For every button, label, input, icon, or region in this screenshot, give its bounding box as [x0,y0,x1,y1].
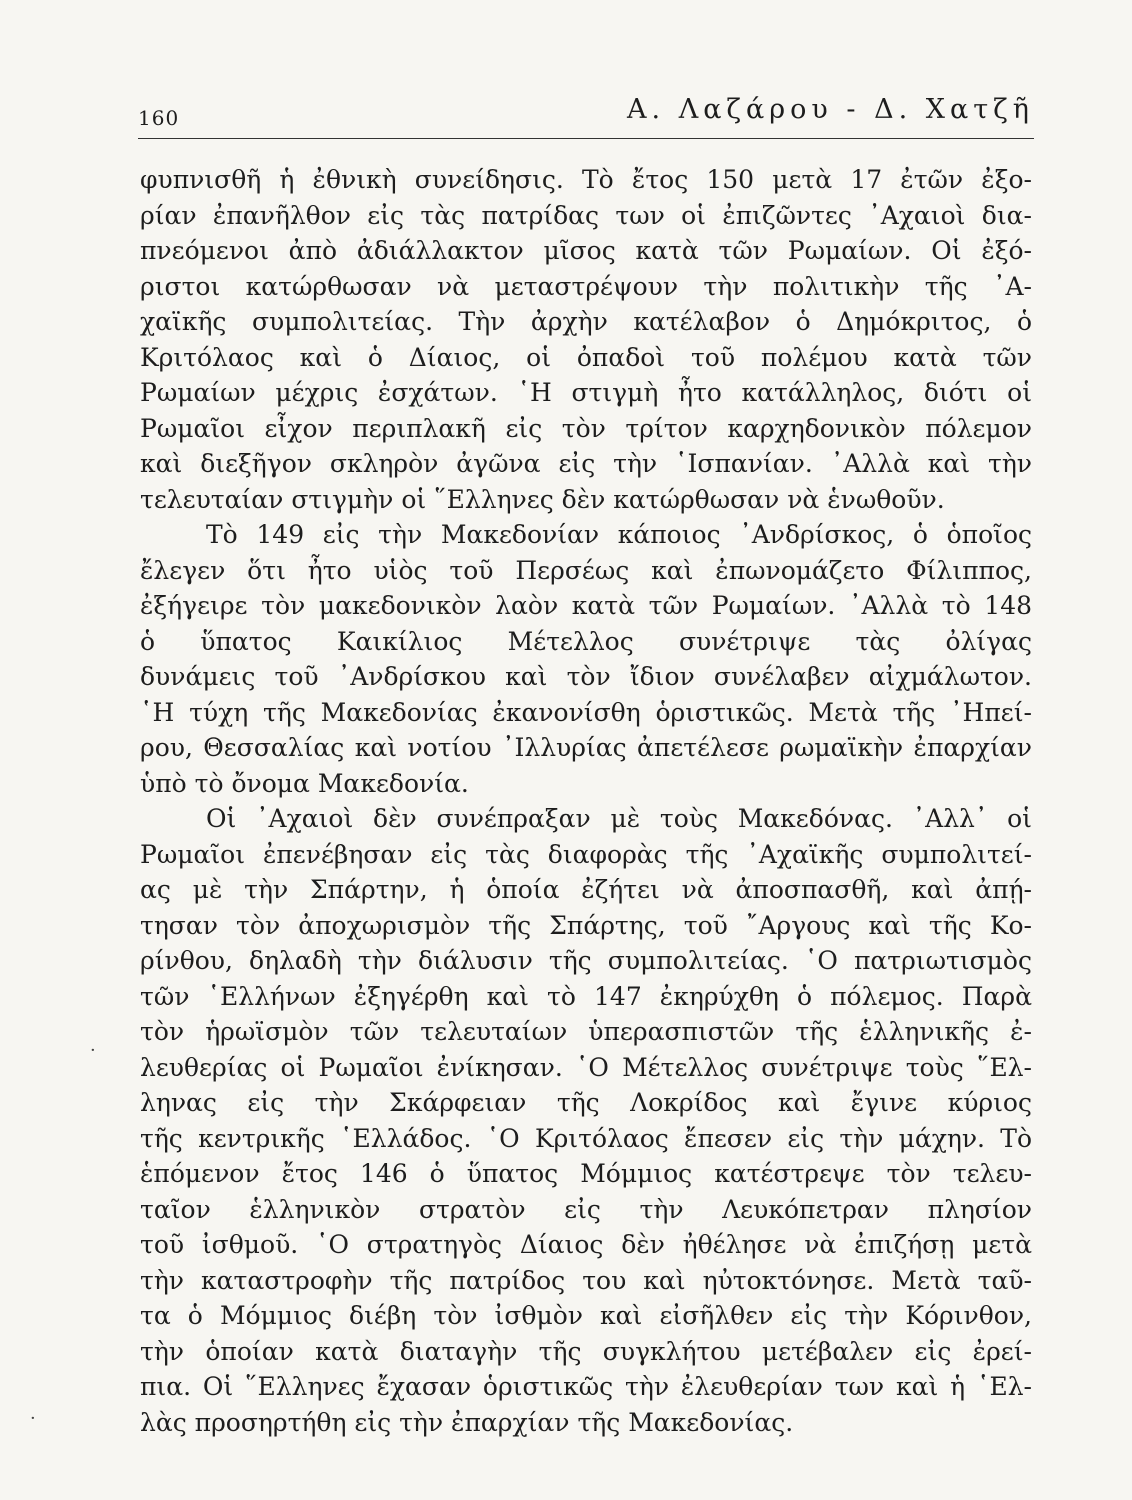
text-line: χαϊκῆς συμπολιτείας. Τὴν ἀρχὴν κατέλαβον ὁ Δημόκριτος, ὁ [140,307,1032,336]
text-line: ὁ ὕπατος Καικίλιος Μέτελλος συνέτριψε τὰς ὀλίγας [140,626,1032,656]
text-line: ριστοι κατώρθωσαν νὰ μεταστρέψουν τὴν πολιτικὴν τῆς ᾿Α- [140,271,1032,301]
margin-dot: · [90,1040,96,1061]
text-line: ας μὲ τὴν Σπάρτην, ἡ ὁποία ἐζήτει νὰ ἀποσπασθῆ, καὶ ἀπῄ- [140,875,1032,904]
running-head: Α. Λαζάρου - Δ. Χατζῆ [627,94,1034,125]
page-number: 160 [138,106,180,130]
text-line: λὰς προσηρτήθη εἰς τὴν ἐπαρχίαν τῆς Μακεδονίας. [140,1407,794,1437]
text-line: Κριτόλαος καὶ ὁ Δίαιος, οἱ ὀπαδοὶ τοῦ πολέμου κατὰ τῶν [140,342,1032,372]
text-line: ἐξήγειρε τὸν μακεδονικὸν λαὸν κατὰ τῶν Ρωμαίων. ᾿Αλλὰ τὸ 148 [140,591,1032,620]
text-line: ληνας εἰς τὴν Σκάρφειαν τῆς Λοκρίδος καὶ ἔγινε κύριος [140,1088,1032,1117]
text-line: ἑπόμενον ἔτος 146 ὁ ὕπατος Μόμμιος κατέστρεψε τὸν τελευ- [140,1159,1032,1188]
text-line: πια. Οἱ ῞Ελληνες ἔχασαν ὁριστικῶς τὴν ἐλευθερίαν των καὶ ἡ ῾Ελ- [140,1372,1032,1401]
text-line: ῾Η τύχη τῆς Μακεδονίας ἐκανονίσθη ὁριστικῶς. Μετὰ τῆς ᾿Ηπεί- [140,697,1032,727]
text-line: τὴν καταστροφὴν τῆς πατρίδος του καὶ ηὐτοκτόνησε. Μετὰ ταῦ- [140,1265,1032,1295]
text-line: καὶ διεξῆγον σκληρὸν ἀγῶνα εἰς τὴν ῾Ισπανίαν. ᾿Αλλὰ καὶ τὴν [140,449,1032,478]
body-text [140,162,1032,1440]
text-line: ταῖον ἑλληνικὸν στρατὸν εἰς τὴν Λευκόπετραν πλησίον [140,1194,1032,1224]
text-line: τελευταίαν στιγμὴν οἱ ῞Ελληνες δὲν κατώρθωσαν νὰ ἑνωθοῦν. [140,484,945,514]
text-line: ρίαν ἐπανῆλθον εἰς τὰς πατρίδας των οἱ ἐπιζῶντες ᾿Αχαιοὶ δια- [140,200,1032,230]
margin-dot: · [30,1408,36,1429]
text-line: τῶν ῾Ελλήνων ἐξηγέρθη καὶ τὸ 147 ἐκηρύχθη ὁ πόλεμος. Παρὰ [140,981,1032,1011]
text-line: τοῦ ἰσθμοῦ. ῾Ο στρατηγὸς Δίαιος δὲν ἠθέλησε νὰ ἐπιζήσῃ μετὰ [140,1230,1032,1259]
text-line: φυπνισθῆ ἡ ἐθνικὴ συνείδησις. Τὸ ἔτος 150 μετὰ 17 ἐτῶν ἐξο- [140,165,1032,194]
text-line: τῆς κεντρικῆς ῾Ελλάδος. ῾Ο Κριτόλαος ἔπεσεν εἰς τὴν μάχην. Τὸ [140,1123,1032,1153]
text-line: δυνάμεις τοῦ ᾿Ανδρίσκου καὶ τὸν ἴδιον συνέλαβεν αἰχμάλωτον. [140,662,1032,691]
text-line: τησαν τὸν ἀποχωρισμὸν τῆς Σπάρτης, τοῦ ῎Αργους καὶ τῆς Κο- [140,910,1032,940]
text-line: ὑπὸ τὸ ὄνομα Μακεδονία. [140,768,469,798]
page-header [138,88,1034,132]
text-line: πνεόμενοι ἀπὸ ἀδιάλλακτον μῖσος κατὰ τῶν Ρωμαίων. Οἱ ἐξό- [140,236,1032,265]
text-line: ρου, Θεσσαλίας καὶ νοτίου ᾿Ιλλυρίας ἀπετέλεσε ρωμαϊκὴν ἐπαρχίαν [140,733,1032,762]
text-line: ρίνθου, δηλαδὴ τὴν διάλυσιν τῆς συμπολιτείας. ῾Ο πατριωτισμὸς [140,946,1032,975]
text-line: ἔλεγεν ὅτι ἦτο υἱὸς τοῦ Περσέως καὶ ἐπωνομάζετο Φίλιππος, [140,555,1032,585]
text-line: Τὸ 149 εἰς τὴν Μακεδονίαν κάποιος ᾿Ανδρίσκος, ὁ ὁποῖος [206,520,1032,549]
text-line: λευθερίας οἱ Ρωμαῖοι ἐνίκησαν. ῾Ο Μέτελλος συνέτριψε τοὺς ῞Ελ- [140,1052,1032,1082]
text-line: Ρωμαῖοι ἐπενέβησαν εἰς τὰς διαφορὰς τῆς ᾿Αχαϊκῆς συμπολιτεί- [140,839,1032,869]
text-line: Ρωμαίων μέχρις ἐσχάτων. ῾Η στιγμὴ ἦτο κατάλληλος, διότι οἱ [140,378,1032,407]
header-rule [138,138,1034,139]
text-line: Οἱ ᾿Αχαιοὶ δὲν συνέπραξαν μὲ τοὺς Μακεδόνας. ᾿Αλλ᾿ οἱ [206,804,1032,833]
text-line: τα ὁ Μόμμιος διέβη τὸν ἰσθμὸν καὶ εἰσῆλθεν εἰς τὴν Κόρινθον, [140,1301,1032,1330]
text-line: τὴν ὁποίαν κατὰ διαταγὴν τῆς συγκλήτου μετέβαλεν εἰς ἐρεί- [140,1336,1032,1366]
text-line: τὸν ἡρωϊσμὸν τῶν τελευταίων ὑπερασπιστῶν τῆς ἑλληνικῆς ἐ- [140,1017,1032,1046]
text-line: Ρωμαῖοι εἶχον περιπλακῆ εἰς τὸν τρίτον καρχηδονικὸν πόλεμον [140,413,1032,443]
